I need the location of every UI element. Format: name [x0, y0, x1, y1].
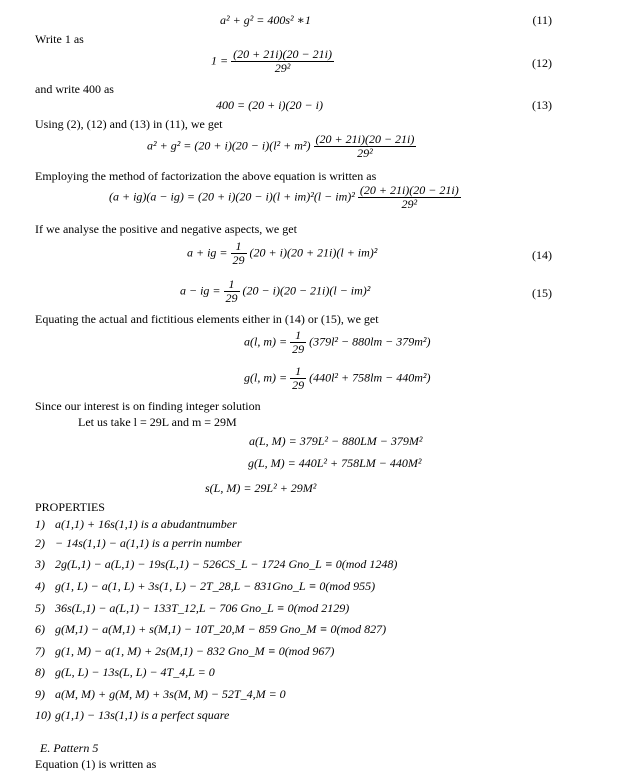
property-item: 10) g(1,1) − 13s(1,1) is a perfect square [35, 708, 230, 722]
property-item: 7) g(1, M) − a(1, M) + 2s(M,1) − 832 Gno_M ≡ 0(mod 967) [35, 644, 335, 658]
fraction-numerator: 1 [231, 240, 247, 254]
fraction-denominator: 29² [401, 197, 418, 211]
equation-11: a² + g² = 400s² ∗1 [220, 13, 311, 27]
property-item: 6) g(M,1) − a(M,1) + s(M,1) − 10T_20,M − 859 Gno_M ≡ 0(mod 827) [35, 622, 387, 636]
equation-g-LM: g(L, M) = 440L² + 758LM − 440M² [248, 456, 422, 470]
fraction-denominator: 29² [357, 146, 373, 160]
text-write-1: Write 1 as [35, 32, 84, 46]
fraction-denominator: 29 [225, 291, 238, 305]
equation-12-fraction [231, 48, 334, 75]
equation-15-fraction [224, 278, 240, 305]
equation-13: 400 = (20 + i)(20 − i) [216, 98, 323, 112]
equation-number-15: (15) [532, 286, 552, 300]
section-heading-pattern-5: E. Pattern 5 [40, 741, 99, 755]
equation-a-lm-rhs: (379l² − 880lm − 379m²) [309, 334, 431, 349]
equation-s-LM: s(L, M) = 29L² + 29M² [205, 481, 317, 495]
equation-factorized [109, 184, 461, 211]
equation-a-lm-fraction [290, 329, 306, 356]
property-item: 3) 2g(L,1) − a(L,1) − 19s(L,1) − 526CS_L − 1724 Gno_L ≡ 0(mod 1248) [35, 557, 398, 571]
equation-14-lhs: a + ig = [187, 245, 228, 260]
equation-12-lhs: 1 = [211, 53, 229, 68]
equation-a-lm-lhs: a(l, m) = [244, 334, 288, 349]
equation-15-rhs: (20 − i)(20 − 21i)(l − im)² [242, 283, 371, 298]
fraction-denominator: 29 [292, 378, 305, 392]
text-analyse: If we analyse the positive and negative aspects, we get [35, 222, 297, 236]
equation-g-lm-rhs: (440l² + 758lm − 440m²) [309, 370, 431, 385]
text-let-us-take: Let us take l = 29L and m = 29M [78, 415, 237, 429]
text-equating: Equating the actual and fictitious elements either in (14) or (15), we get [35, 312, 379, 326]
fraction-numerator: 1 [290, 365, 306, 379]
equation-factorized-fraction [358, 184, 461, 211]
property-item: 5) 36s(L,1) − a(L,1) − 133T_12,L − 706 Gno_L ≡ 0(mod 2129) [35, 601, 350, 615]
text-write-400: and write 400 as [35, 82, 114, 96]
equation-14-fraction [231, 240, 247, 267]
equation-substituted-fraction [314, 133, 417, 160]
equation-number-11: (11) [532, 13, 552, 27]
fraction-numerator: 1 [224, 278, 240, 292]
equation-14-rhs: (20 + i)(20 + 21i)(l + im)² [249, 245, 378, 260]
equation-number-13: (13) [532, 98, 552, 112]
properties-heading: PROPERTIES [35, 500, 105, 514]
fraction-numerator: (20 + 21i)(20 − 21i) [359, 183, 459, 197]
equation-14 [187, 240, 377, 267]
equation-substituted [147, 133, 416, 160]
fraction-denominator: 29² [274, 61, 291, 75]
equation-15-lhs: a − ig = [180, 283, 221, 298]
text-final: Equation (1) is written as [35, 757, 157, 771]
equation-g-lm-fraction [290, 365, 306, 392]
text-since: Since our interest is on finding integer solution [35, 399, 261, 413]
property-item: 9) a(M, M) + g(M, M) + 3s(M, M) − 52T_4,M = 0 [35, 687, 286, 701]
equation-a-LM: a(L, M) = 379L² − 880LM − 379M² [249, 434, 423, 448]
equation-number-12: (12) [532, 56, 552, 70]
fraction-denominator: 29 [232, 253, 245, 267]
equation-factorized-lhs: (a + ig)(a − ig) = (20 + i)(20 − i)(l + im)²(l − im)² [109, 189, 355, 204]
text-employing: Employing the method of factorization the above equation is written as [35, 169, 377, 183]
property-item: 4) g(1, L) − a(1, L) + 3s(1, L) − 2T_28,L − 831Gno_L ≡ 0(mod 955) [35, 579, 376, 593]
equation-substituted-lhs: a² + g² = (20 + i)(20 − i)(l² + m²) [147, 138, 311, 153]
property-item: 2) − 14s(1,1) − a(1,1) is a perrin number [35, 536, 242, 550]
property-item: 1) a(1,1) + 16s(1,1) is a abudantnumber [35, 517, 237, 531]
fraction-numerator: (20 + 21i)(20 − 21i) [315, 132, 415, 146]
equation-12 [211, 48, 334, 75]
fraction-denominator: 29 [292, 342, 305, 356]
fraction-numerator: 1 [290, 329, 306, 343]
equation-15 [180, 278, 370, 305]
equation-number-14: (14) [532, 248, 552, 262]
text-using: Using (2), (12) and (13) in (11), we get [35, 117, 223, 131]
equation-g-lm-lhs: g(l, m) = [244, 370, 288, 385]
equation-g-lm [244, 365, 430, 392]
fraction-numerator: (20 + 21i)(20 − 21i) [233, 47, 332, 61]
property-item: 8) g(L, L) − 13s(L, L) − 4T_4,L = 0 [35, 665, 215, 679]
equation-a-lm [244, 329, 430, 356]
